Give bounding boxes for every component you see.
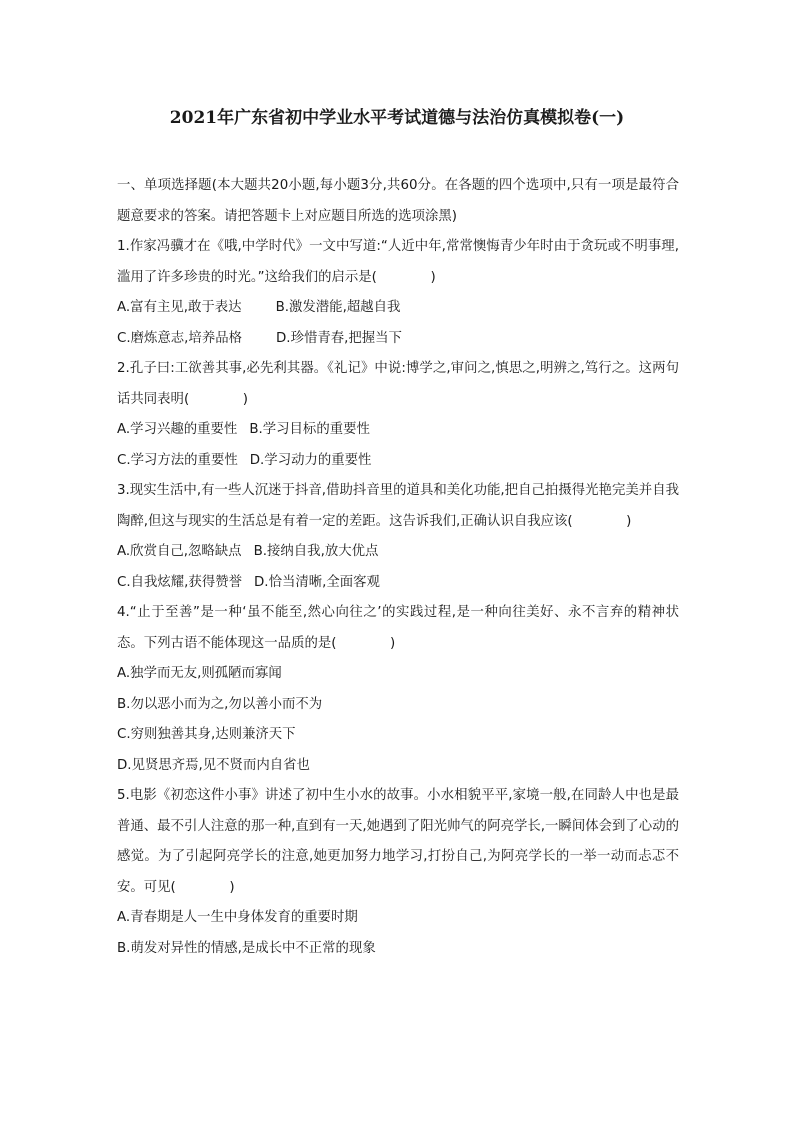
question-3-stem: 3.现实生活中,有一些人沉迷于抖音,借助抖音里的道具和美化功能,把自己拍摄得光艳完美并自我陶醉,但这与现实的生活总是有着一定的差距。这告诉我们,正确认识自我应该( ) [117, 483, 679, 529]
question-1-option-a: A.富有主见,敢于表达 [117, 300, 242, 315]
question-2-options-row-1 [117, 415, 679, 446]
question-4-option-c: C.穷则独善其身,达则兼济天下 [117, 727, 296, 742]
question-2-option-a: A.学习兴趣的重要性 [117, 422, 238, 437]
question-2-option-c: C.学习方法的重要性 [117, 452, 238, 468]
question-3-option-a: A.欣赏自己,忽略缺点 [117, 544, 242, 559]
question-5-option-b: B.萌发对异性的情感,是成长中不正常的现象 [117, 940, 376, 956]
exam-content [117, 171, 679, 964]
question-4-option-a: A.独学而无友,则孤陋而寡闻 [117, 666, 282, 681]
question-3-option-d: D.恰当清晰,全面客观 [254, 574, 380, 590]
question-2-option-d: D.学习动力的重要性 [249, 452, 372, 468]
question-1-options-row-2 [117, 324, 679, 355]
question-2-options-row-2 [117, 446, 679, 477]
question-1-option-b: B.激发潜能,超越自我 [275, 300, 401, 315]
question-2-option-b: B.学习目标的重要性 [249, 422, 370, 437]
question-3-options-row-1 [117, 537, 679, 568]
exam-title: 2021年广东省初中学业水平考试道德与法治仿真模拟卷(一) [169, 108, 625, 128]
question-4-option-d: D.见贤思齐焉,见不贤而内自省也 [117, 757, 310, 773]
section-instructions: 一、单项选择题(本大题共20小题,每小题3分,共60分。在各题的四个选项中,只有一项是最符合题意要求的答案。请把答题卡上对应题目所选的选项涂黑) [117, 178, 679, 224]
question-3-option-c: C.自我炫耀,获得赞誉 [117, 574, 242, 590]
question-4-option-b: B.勿以恶小而为之,勿以善小而不为 [117, 696, 323, 712]
question-1-option-d: D.珍惜青春,把握当下 [276, 330, 402, 346]
question-5-option-a: A.青春期是人一生中身体发育的重要时期 [117, 910, 358, 925]
question-3-option-b: B.接纳自我,放大优点 [253, 544, 379, 559]
question-1-stem: 1.作家冯骥才在《哦,中学时代》一文中写道:“人近中年,常常懊悔青少年时由于贪玩或不明事理,滥用了许多珍贵的时光。”这给我们的启示是( ) [117, 239, 679, 285]
question-1-option-c: C.磨炼意志,培养品格 [117, 330, 242, 346]
question-2-stem: 2.孔子曰:工欲善其事,必先利其器。《礼记》中说:博学之,审问之,慎思之,明辨之,笃行之。这两句话共同表明( ) [117, 361, 679, 407]
question-4-stem: 4.“止于至善”是一种‘虽不能至,然心向往之’的实践过程,是一种向往美好、永不言弃的精神状态。下列古语不能体现这一品质的是( ) [117, 605, 679, 651]
question-1-options-row-1 [117, 293, 679, 324]
question-3-options-row-2 [117, 568, 679, 599]
question-5-stem: 5.电影《初恋这件小事》讲述了初中生小水的故事。小水相貌平平,家境一般,在同龄人中也是最普通、最不引人注意的那一种,直到有一天,她遇到了阳光帅气的阿亮学长,一瞬间体会到了心动的感觉。为了引起阿亮学长的注意,她更加努力地学习,打扮自己,为阿亮学长的一举一动而忐忑不安。可见( ) [117, 788, 679, 895]
